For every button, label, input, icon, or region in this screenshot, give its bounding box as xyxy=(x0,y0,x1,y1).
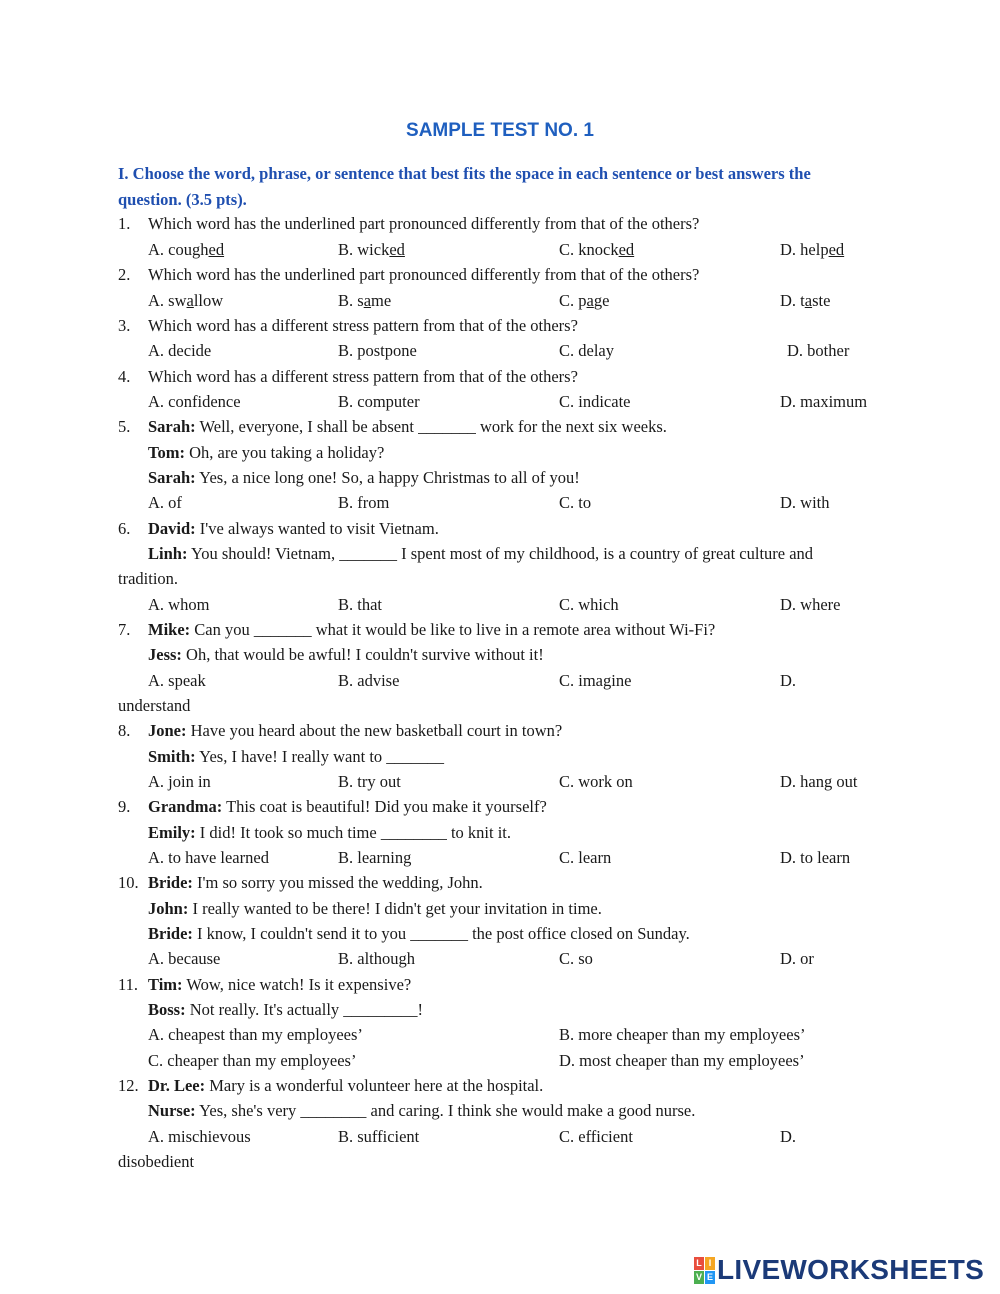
option-d[interactable]: D. where xyxy=(780,595,841,614)
option-a[interactable]: A. of xyxy=(148,493,182,512)
option-c[interactable]: C. work on xyxy=(559,772,633,791)
speaker: Linh: xyxy=(148,544,188,563)
question-prompt: Which word has the underlined part pronounced differently from that of the others? xyxy=(148,214,700,233)
option-d[interactable]: D. maximum xyxy=(780,392,868,411)
option-c[interactable]: C. to xyxy=(559,493,592,512)
option-d[interactable]: D. or xyxy=(780,949,814,968)
question-6: 6. David: I've always wanted to visit Vietnam. xyxy=(0,516,1000,541)
option-c[interactable]: C. learn xyxy=(559,848,612,867)
option-d-wrap: understand xyxy=(118,696,191,715)
question-6-options xyxy=(0,592,1000,617)
speaker: Tim: xyxy=(148,975,183,994)
option-c[interactable]: C. cheaper than my employees’ xyxy=(148,1051,357,1070)
option-b[interactable]: B. although xyxy=(338,949,415,968)
question-9-options xyxy=(0,845,1000,870)
option-a[interactable]: A. join in xyxy=(148,772,211,791)
dialog-line: Linh: You should! Vietnam, _______ I spent most of my childhood, is a country of great culture and xyxy=(148,544,814,563)
question-number: 10. xyxy=(118,873,139,892)
option-d[interactable]: D. helped xyxy=(780,240,845,259)
speaker: Smith: xyxy=(148,747,196,766)
option-c[interactable]: C. efficient xyxy=(559,1127,633,1146)
option-a[interactable]: A. swallow xyxy=(148,291,224,310)
logo-mark-icon: L I V E xyxy=(695,1258,713,1282)
option-a[interactable]: A. decide xyxy=(148,341,212,360)
question-prompt: Which word has a different stress pattern from that of the others? xyxy=(148,367,578,386)
dialog-line: Sarah: Well, everyone, I shall be absent _______ work for the next six weeks. xyxy=(148,417,667,436)
option-c[interactable]: C. which xyxy=(559,595,619,614)
question-7: 7. Mike: Can you _______ what it would be like to live in a remote area without Wi-Fi? xyxy=(0,617,1000,642)
option-b[interactable]: B. more cheaper than my employees’ xyxy=(559,1025,806,1044)
speaker: Jess: xyxy=(148,645,182,664)
option-b[interactable]: B. try out xyxy=(338,772,401,791)
question-8: 8. Jone: Have you heard about the new basketball court in town? xyxy=(0,718,1000,743)
question-4 xyxy=(0,364,1000,389)
speaker: David: xyxy=(148,519,196,538)
speaker: Nurse: xyxy=(148,1101,196,1120)
dialog-line: Emily: I did! It took so much time ________ to knit it. xyxy=(148,823,511,842)
question-number: 4. xyxy=(118,367,131,386)
speaker: Grandma: xyxy=(148,797,223,816)
page-title: SAMPLE TEST NO. 1 xyxy=(406,120,594,141)
question-3-options xyxy=(0,338,1000,363)
speaker: Bride: xyxy=(148,873,193,892)
option-b[interactable]: B. that xyxy=(338,595,382,614)
question-number: 1. xyxy=(118,214,131,233)
question-number: 11. xyxy=(118,975,139,994)
question-number: 3. xyxy=(118,316,131,335)
speaker: Sarah: xyxy=(148,468,196,487)
speaker: Mike: xyxy=(148,620,191,639)
question-prompt: Which word has a different stress pattern from that of the others? xyxy=(148,316,578,335)
question-8-options xyxy=(0,769,1000,794)
question-10: 10. Bride: I'm so sorry you missed the wedding, John. xyxy=(0,870,1000,895)
dialog-line: Nurse: Yes, she's very ________ and caring. I think she would make a good nurse. xyxy=(148,1101,696,1120)
question-11: 11. Tim: Wow, nice watch! Is it expensive? xyxy=(0,972,1000,997)
question-prompt: Which word has the underlined part pronounced differently from that of the others? xyxy=(148,265,700,284)
dialog-line: Jess: Oh, that would be awful! I couldn't survive without it! xyxy=(148,645,544,664)
option-c[interactable]: C. page xyxy=(559,291,610,310)
option-a[interactable]: A. to have learned xyxy=(148,848,269,867)
option-d-wrap: disobedient xyxy=(118,1152,195,1171)
dialog-line: Tom: Oh, are you taking a holiday? xyxy=(148,443,385,462)
option-d[interactable]: D. to learn xyxy=(780,848,851,867)
option-d[interactable]: D. most cheaper than my employees’ xyxy=(559,1051,805,1070)
logo-text: LIVEWORKSHEETS xyxy=(717,1254,985,1285)
question-number: 9. xyxy=(118,797,131,816)
dialog-line-wrap: tradition. xyxy=(118,569,179,588)
question-12: 12. Dr. Lee: Mary is a wonderful volunteer here at the hospital. xyxy=(0,1073,1000,1098)
question-11-options-row1 xyxy=(0,1022,1000,1047)
option-b[interactable]: B. learning xyxy=(338,848,412,867)
option-d[interactable]: D. taste xyxy=(780,291,831,310)
option-b[interactable]: B. from xyxy=(338,493,390,512)
question-number: 7. xyxy=(118,620,131,639)
question-number: 8. xyxy=(118,721,131,740)
dialog-line: John: I really wanted to be there! I didn't get your invitation in time. xyxy=(148,899,602,918)
option-c[interactable]: C. so xyxy=(559,949,593,968)
question-1-options xyxy=(0,237,1000,262)
option-c[interactable]: C. delay xyxy=(559,341,614,360)
speaker: Tom: xyxy=(148,443,185,462)
question-11-options-row2 xyxy=(0,1048,1000,1073)
speaker: Jone: xyxy=(148,721,187,740)
option-a[interactable]: A. coughed xyxy=(148,240,225,259)
question-5-options xyxy=(0,490,1000,515)
option-b[interactable]: B. wicked xyxy=(338,240,405,259)
option-a[interactable]: A. confidence xyxy=(148,392,241,411)
option-d[interactable]: D. hang out xyxy=(780,772,858,791)
question-10-options xyxy=(0,946,1000,971)
liveworksheets-logo xyxy=(694,1254,984,1286)
speaker: Boss: xyxy=(148,1000,186,1019)
option-c[interactable]: C. indicate xyxy=(559,392,631,411)
question-3 xyxy=(0,313,1000,338)
dialog-line: Sarah: Yes, a nice long one! So, a happy Christmas to all of you! xyxy=(148,468,580,487)
option-b[interactable]: B. advise xyxy=(338,671,400,690)
question-number: 2. xyxy=(118,265,131,284)
speaker: John: xyxy=(148,899,189,918)
speaker: Emily: xyxy=(148,823,196,842)
speaker: Bride: xyxy=(148,924,193,943)
question-number: 6. xyxy=(118,519,131,538)
option-d[interactable]: D. xyxy=(780,1127,797,1146)
option-b[interactable]: B. same xyxy=(338,291,392,310)
option-b[interactable]: B. computer xyxy=(338,392,420,411)
option-a[interactable]: A. cheapest than my employees’ xyxy=(148,1025,363,1044)
question-4-options xyxy=(0,389,1000,414)
option-d[interactable]: D. xyxy=(780,671,797,690)
speaker: Dr. Lee: xyxy=(148,1076,206,1095)
question-number: 5. xyxy=(118,417,131,436)
question-12-options xyxy=(0,1124,1000,1149)
question-9: 9. Grandma: This coat is beautiful! Did you make it yourself? xyxy=(0,794,1000,819)
question-7-options xyxy=(0,668,1000,693)
question-2-options xyxy=(0,288,1000,313)
question-5 xyxy=(0,414,1000,439)
option-c[interactable]: C. imagine xyxy=(559,671,632,690)
section-heading: I. Choose the word, phrase, or sentence that best fits the space in each sentence or best answers the question. (3.5 pts). xyxy=(118,164,811,209)
option-a[interactable]: A. mischievous xyxy=(148,1127,251,1146)
option-a[interactable]: A. whom xyxy=(148,595,210,614)
question-1 xyxy=(0,211,1000,236)
option-d[interactable]: D. bother xyxy=(787,341,850,360)
dialog-line: Bride: I know, I couldn't send it to you _______ the post office closed on Sunday. xyxy=(148,924,690,943)
option-b[interactable]: B. sufficient xyxy=(338,1127,420,1146)
question-number: 12. xyxy=(118,1076,139,1095)
dialog-line: Smith: Yes, I have! I really want to _______ xyxy=(148,747,445,766)
option-d[interactable]: D. with xyxy=(780,493,830,512)
option-b[interactable]: B. postpone xyxy=(338,341,417,360)
option-c[interactable]: C. knocked xyxy=(559,240,635,259)
speaker: Sarah: xyxy=(148,417,196,436)
question-2 xyxy=(0,262,1000,287)
option-a[interactable]: A. because xyxy=(148,949,221,968)
dialog-line: Boss: Not really. It's actually _________! xyxy=(148,1000,424,1019)
option-a[interactable]: A. speak xyxy=(148,671,206,690)
